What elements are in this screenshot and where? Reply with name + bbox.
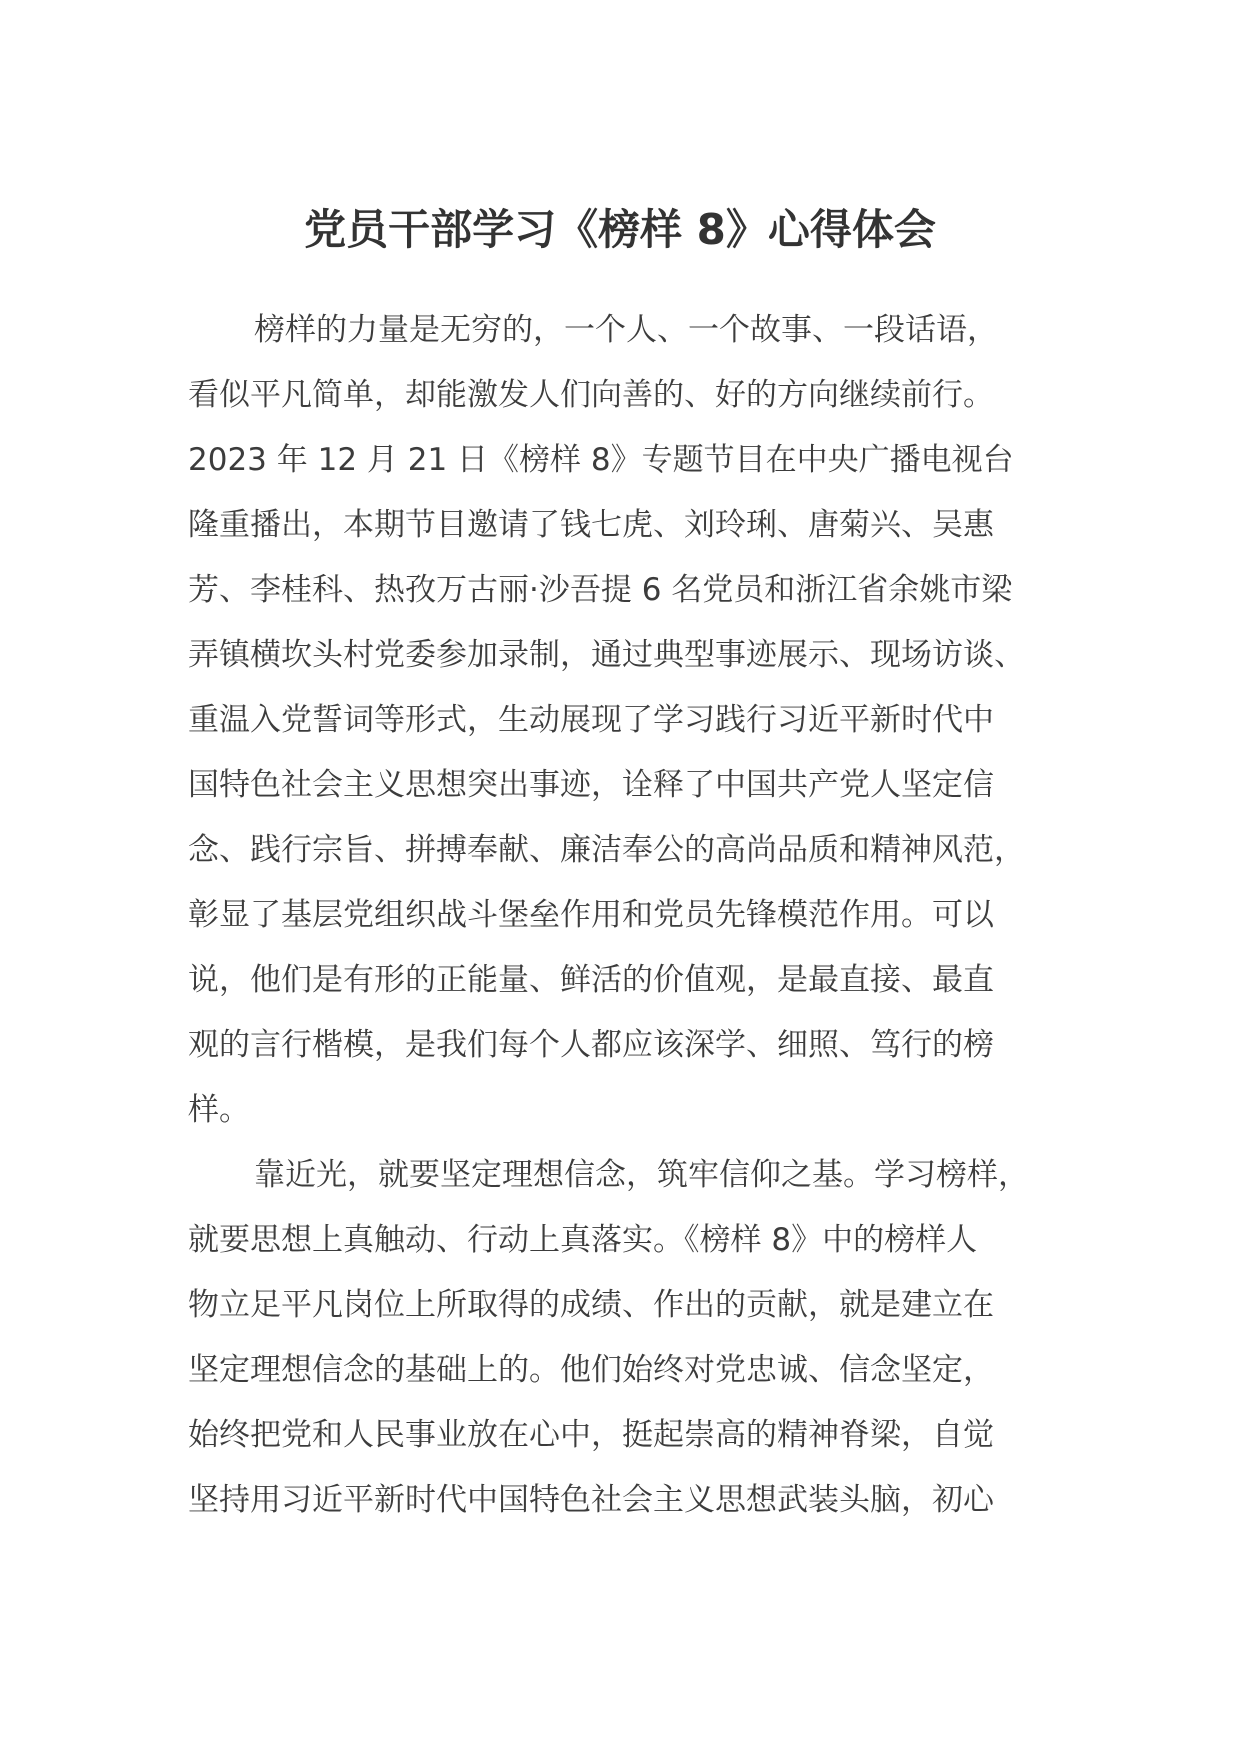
paragraph-line: 始终把党和人民事业放在心中，挺起崇高的精神脊梁，自觉 xyxy=(188,1417,994,1453)
paragraph-line: 坚持用习近平新时代中国特色社会主义思想武装头脑，初心 xyxy=(188,1482,994,1518)
paragraph-line: 靠近光，就要坚定理想信念，筑牢信仰之基。学习榜样， xyxy=(254,1157,1029,1193)
paragraph-line: 隆重播出，本期节目邀请了钱七虎、刘玲琍、唐菊兴、吴惠 xyxy=(188,507,994,543)
paragraph-line: 说，他们是有形的正能量、鲜活的价值观，是最直接、最直 xyxy=(188,962,994,998)
document-body xyxy=(188,298,1068,1533)
paragraph-line: 就要思想上真触动、行动上真落实。《榜样 8》中的榜样人 xyxy=(188,1222,978,1258)
paragraph-line: 榜样的力量是无穷的，一个人、一个故事、一段话语， xyxy=(254,312,998,348)
paragraph-line: 重温入党誓词等形式，生动展现了学习践行习近平新时代中 xyxy=(188,702,994,738)
paragraph-line: 国特色社会主义思想突出事迹，诠释了中国共产党人坚定信 xyxy=(188,767,994,803)
paragraph-line: 看似平凡简单，却能激发人们向善的、好的方向继续前行。 xyxy=(188,377,994,413)
paragraph-line: 芳、李桂科、热孜万古丽·沙吾提 6 名党员和浙江省余姚市梁 xyxy=(188,572,1013,608)
paragraph-line: 2023 年 12 月 21 日《榜样 8》专题节目在中央广播电视台 xyxy=(188,442,1014,478)
paragraph-1 xyxy=(188,298,1068,1143)
paragraph-line: 弄镇横坎头村党委参加录制，通过典型事迹展示、现场访谈、 xyxy=(188,637,1025,673)
paragraph-line: 样。 xyxy=(188,1092,250,1128)
paragraph-line: 彰显了基层党组织战斗堡垒作用和党员先锋模范作用。可以 xyxy=(188,897,994,933)
document-title: 党员干部学习《榜样 8》心得体会 xyxy=(304,205,936,254)
paragraph-line: 观的言行楷模，是我们每个人都应该深学、细照、笃行的榜 xyxy=(188,1027,994,1063)
paragraph-line: 坚定理想信念的基础上的。他们始终对党忠诚、信念坚定， xyxy=(188,1352,994,1388)
paragraph-2 xyxy=(188,1143,1068,1533)
paragraph-line: 念、践行宗旨、拼搏奉献、廉洁奉公的高尚品质和精神风范， xyxy=(188,832,1025,868)
paragraph-line: 物立足平凡岗位上所取得的成绩、作出的贡献，就是建立在 xyxy=(188,1287,994,1323)
